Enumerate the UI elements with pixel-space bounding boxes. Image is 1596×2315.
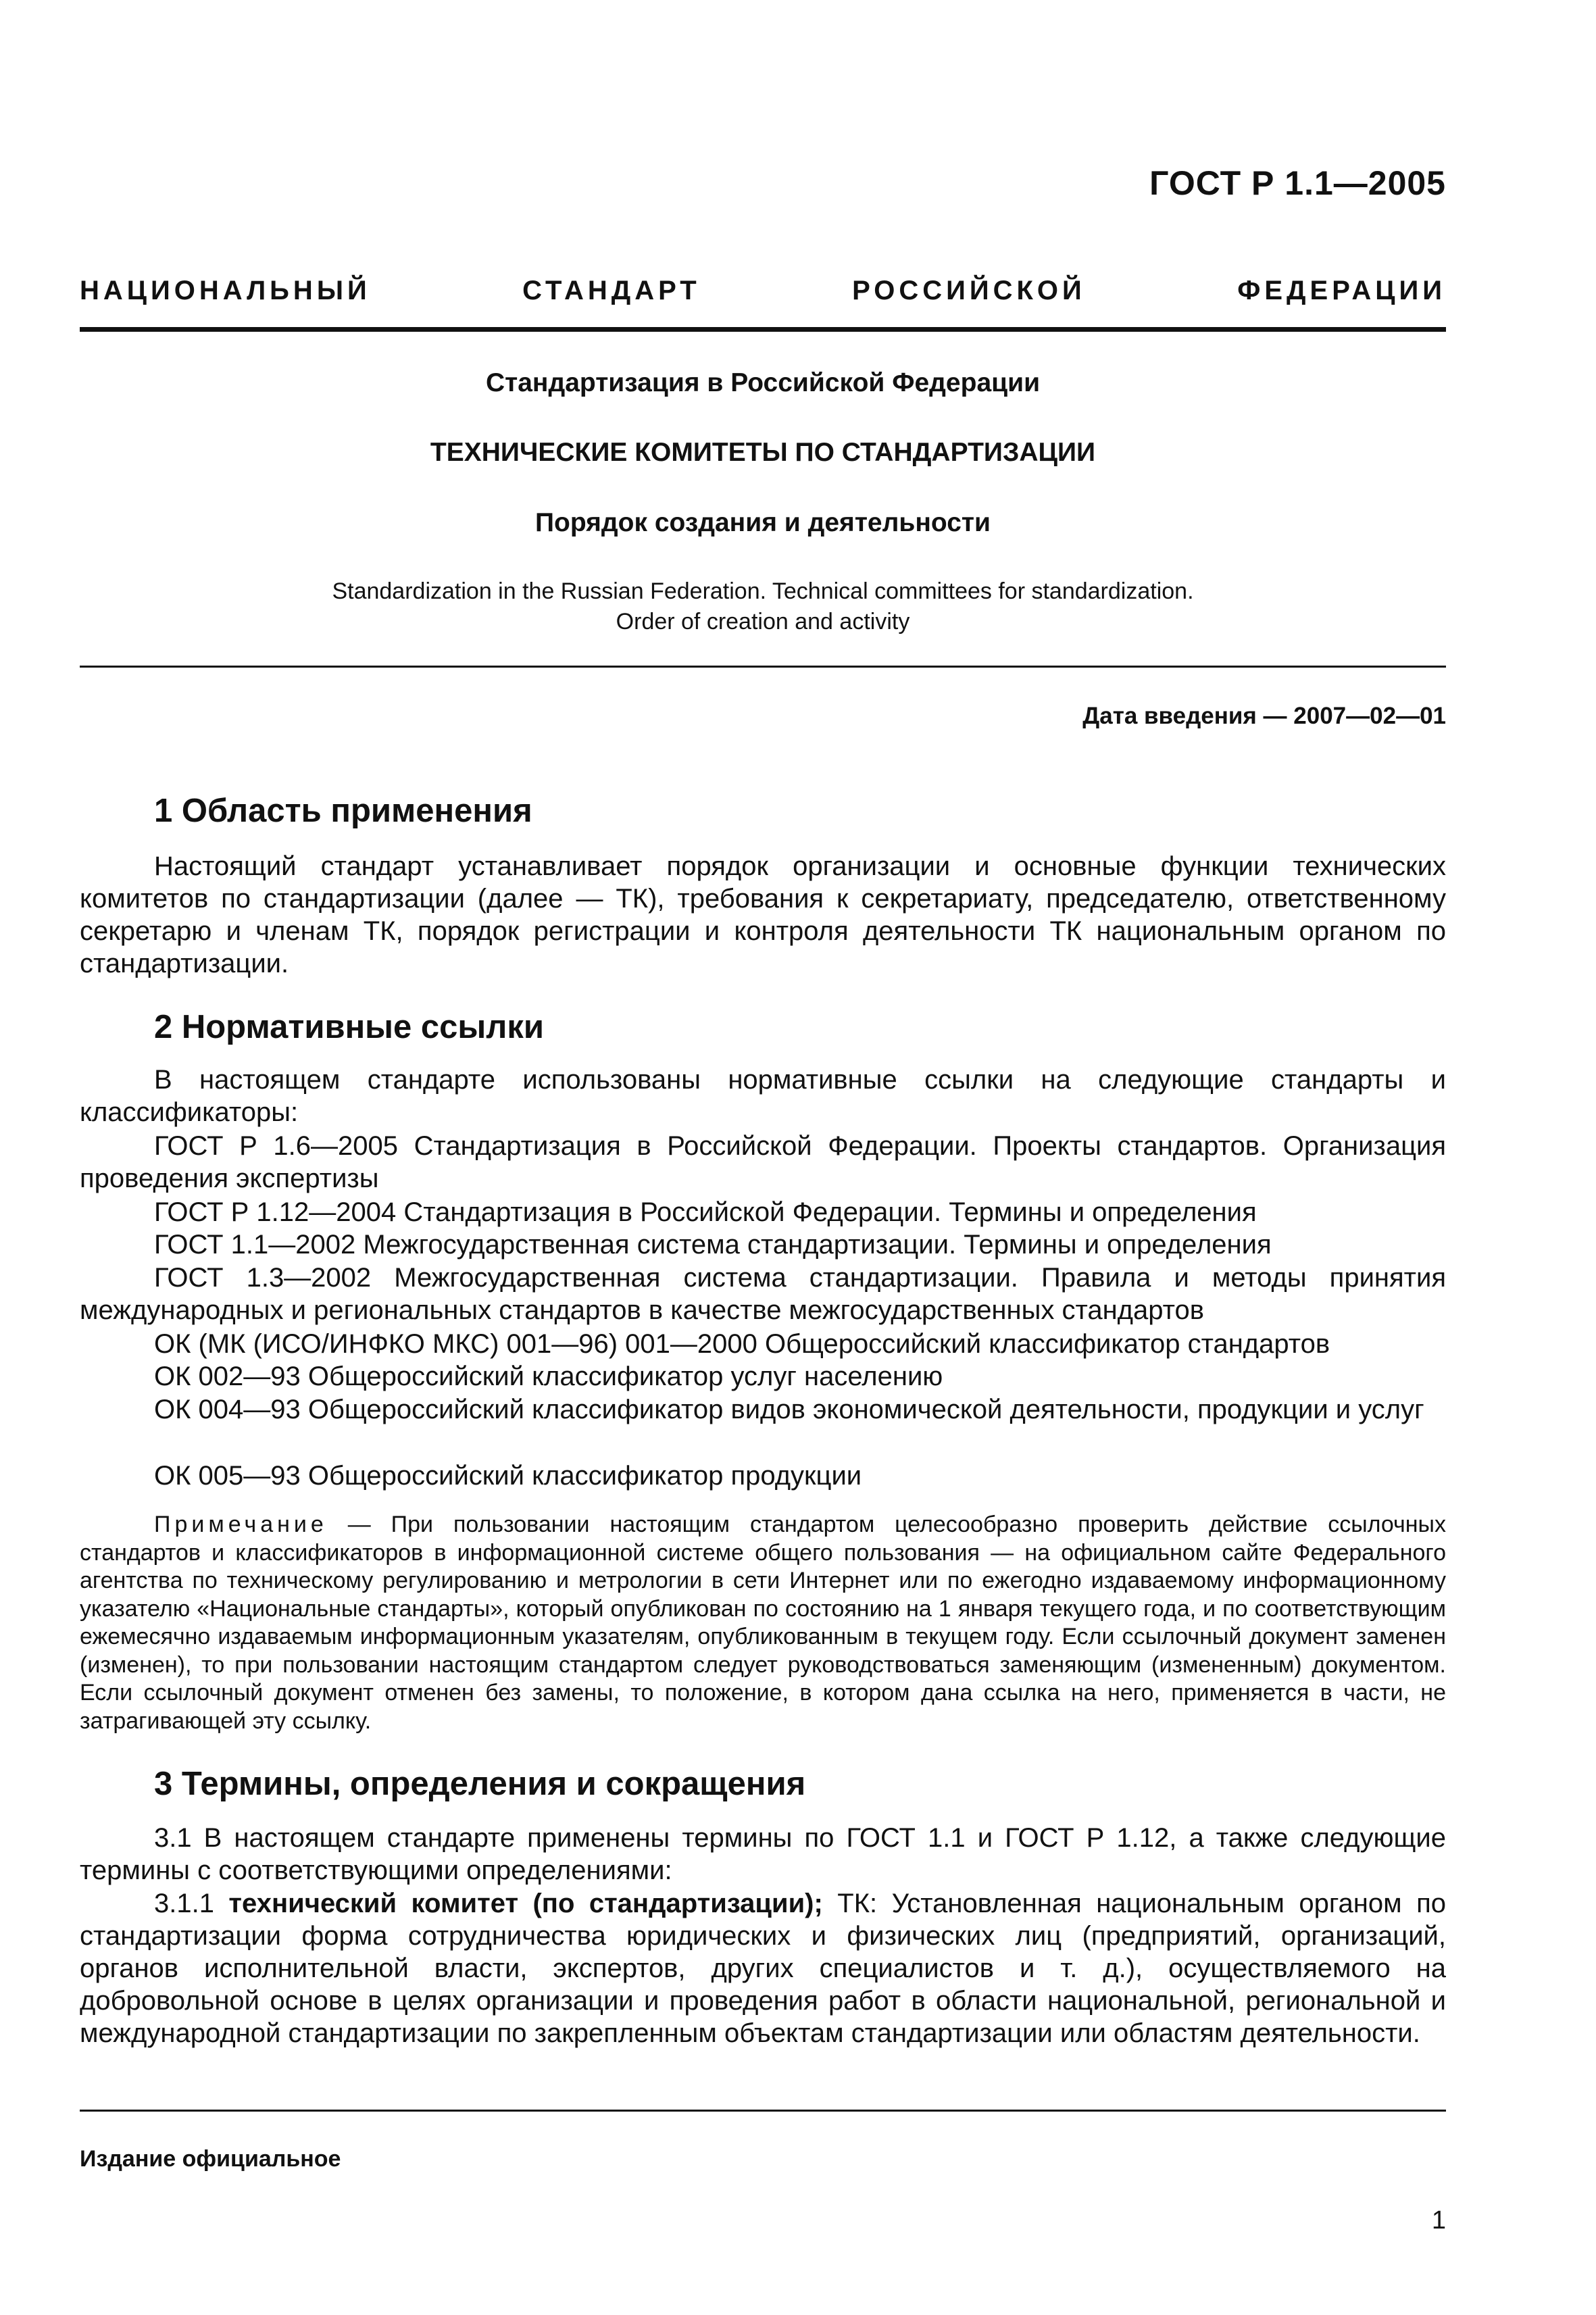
- section-3-heading: 3 Термины, определения и сокращения: [154, 1766, 806, 1802]
- section-2-heading: 2 Нормативные ссылки: [154, 1009, 544, 1045]
- section-1-heading: 1 Область применения: [154, 793, 532, 829]
- reference-item: ОК 002—93 Общероссийский классификатор услуг населению: [154, 1362, 943, 1391]
- title-divider: [80, 666, 1446, 668]
- national-title-word: РОССИЙСКОЙ: [852, 276, 1086, 305]
- national-standard-title: [80, 276, 1446, 306]
- english-title-line-2: Order of creation and activity: [616, 609, 910, 634]
- reference-item: ГОСТ Р 1.6—2005 Стандартизация в Российской Федерации. Проекты стандартов. Организация проведения экспертизы: [80, 1131, 1446, 1193]
- defined-term: технический комитет (по стандартизации);: [228, 1889, 823, 1918]
- note-label: Примечание: [154, 1512, 328, 1537]
- title-line-2: ТЕХНИЧЕСКИЕ КОМИТЕТЫ ПО СТАНДАРТИЗАЦИИ: [430, 438, 1096, 467]
- national-title-word: СТАНДАРТ: [522, 276, 701, 305]
- section-1-text: Настоящий стандарт устанавливает порядок организации и основные функции технических комитетов по стандартизации (далее — ТК), требования к секретариату, председателю, ответственному секретарю и членам ТК, порядок регистрации и контроля деятельности ТК национальным органом по стандартизации.: [80, 851, 1446, 978]
- reference-item: ОК 004—93 Общероссийский классификатор видов экономической деятельности, продукции и услуг: [154, 1395, 1424, 1424]
- national-title-word: ФЕДЕРАЦИИ: [1237, 276, 1446, 305]
- section-3-1-1-definition: [80, 1887, 1446, 2049]
- introduction-date: Дата введения — 2007—02—01: [1082, 703, 1446, 729]
- title-line-3: Порядок создания и деятельности: [535, 508, 991, 537]
- english-title: [80, 576, 1446, 637]
- reference-item: ГОСТ Р 1.12—2004 Стандартизация в Российской Федерации. Термины и определения: [154, 1197, 1257, 1227]
- section-3-1-text: 3.1 В настоящем стандарте применены термины по ГОСТ 1.1 и ГОСТ Р 1.12, а также следующие термины с соответствующими определениями:: [80, 1823, 1446, 1885]
- definition-text: ТК: Установленная национальным органом по стандартизации форма сотрудничества юридических и физических лиц (предприятий, организаций, органов исполнительной власти, экспертов, других специалистов и т. д.), осуществляемого на добровольной основе в целях организации и проведения работ в области национальной, региональной и международной стандартизации по закрепленным объектам стандартизации или областям деятельности.: [80, 1889, 1446, 2048]
- title-line-1: Стандартизация в Российской Федерации: [485, 368, 1041, 397]
- note-text: — При пользовании настоящим стандартом целесообразно проверить действие ссылочных стандартов и классификаторов в информационной системе общего пользования — на официальном сайте Федерального агентства по техническому регулированию и метрологии в сети Интернет или по ежегодно издаваемому информационному указателю «Национальные стандарты», который опубликован по состоянию на 1 января текущего года, и по соответствующим ежемесячно издаваемым информационным указателям, опубликованным в текущем году. Если ссылочный документ заменен (изменен), то при пользовании настоящим стандартом следует руководствоваться заменяющим (измененным) документом. Если ссылочный документ отменен без замены, то положение, в котором дана ссылка на него, применяется в части, не затрагивающей эту ссылку.: [80, 1512, 1446, 1734]
- section-2-intro: В настоящем стандарте использованы нормативные ссылки на следующие стандарты и классификаторы:: [80, 1065, 1446, 1127]
- header-divider: [80, 327, 1446, 332]
- reference-item: ГОСТ 1.1—2002 Межгосударственная система стандартизации. Термины и определения: [154, 1230, 1272, 1260]
- reference-item: ОК (МК (ИСО/ИНФКО МКС) 001—96) 001—2000 Общероссийский классификатор стандартов: [154, 1329, 1330, 1359]
- document-number: ГОСТ Р 1.1—2005: [1149, 164, 1446, 202]
- reference-item: ГОСТ 1.3—2002 Межгосударственная система стандартизации. Правила и методы принятия международных и региональных стандартов в качестве межгосударственных стандартов: [80, 1263, 1446, 1325]
- official-edition-label: Издание официальное: [80, 2146, 341, 2172]
- reference-item: ОК 005—93 Общероссийский классификатор продукции: [154, 1461, 862, 1491]
- section-2-note: [80, 1511, 1446, 1735]
- clause-number: 3.1.1: [154, 1889, 229, 1918]
- footer-divider: [80, 2110, 1446, 2112]
- national-title-word: НАЦИОНАЛЬНЫЙ: [80, 276, 371, 305]
- english-title-line-1: Standardization in the Russian Federation. Technical committees for standardization.: [332, 578, 1194, 604]
- page-number: 1: [1431, 2206, 1446, 2235]
